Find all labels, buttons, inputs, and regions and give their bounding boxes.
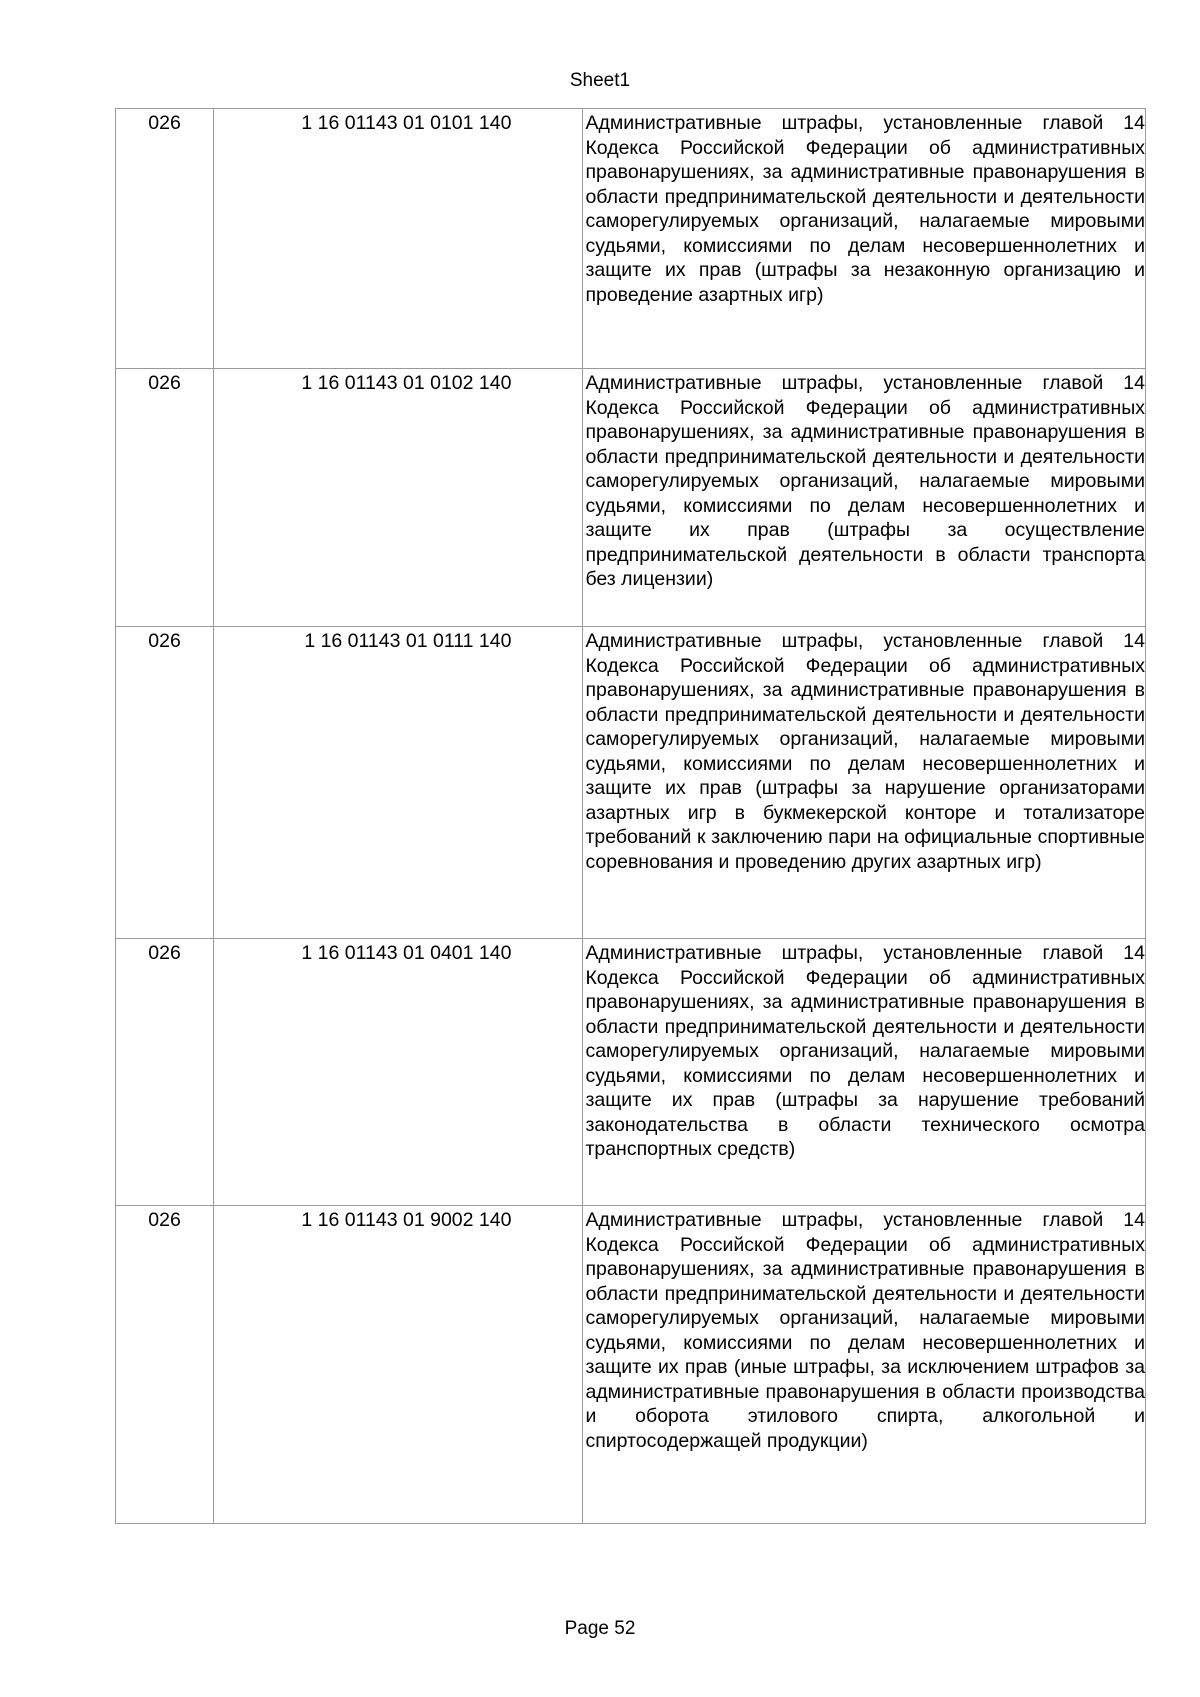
kbk-code-cell: 1 16 01143 01 0102 140	[214, 369, 583, 627]
description-cell: Административные штрафы, установленные главой 14 Кодекса Российской Федерации об административных правонарушениях, за административные правонарушения в области предпринимательской деятельности и деятельности саморегулируемых организаций, налагаемые мировыми судьями, комиссиями по делам несовершеннолетних и защите их прав (штрафы за осуществление предпринимательской деятельности в области транспорта без лицензии)	[583, 369, 1146, 627]
sheet-title: Sheet1	[569, 70, 631, 91]
description-cell: Административные штрафы, установленные главой 14 Кодекса Российской Федерации об административных правонарушениях, за административные правонарушения в области предпринимательской деятельности и деятельности саморегулируемых организаций, налагаемые мировыми судьями, комиссиями по делам несовершеннолетних и защите их прав (штрафы за нарушение организаторами азартных игр в букмекерской конторе и тотализаторе требований к заключению пари на официальные спортивные соревнования и проведению других азартных игр)	[583, 627, 1146, 939]
table-row	[116, 627, 1146, 939]
kbk-code-cell: 1 16 01143 01 0111 140	[214, 627, 583, 939]
table-row	[116, 369, 1146, 627]
admin-code-cell: 026	[116, 939, 214, 1206]
description-cell: Административные штрафы, установленные главой 14 Кодекса Российской Федерации об административных правонарушениях, за административные правонарушения в области предпринимательской деятельности и деятельности саморегулируемых организаций, налагаемые мировыми судьями, комиссиями по делам несовершеннолетних и защите их прав (штрафы за незаконную организацию и проведение азартных игр)	[583, 109, 1146, 369]
admin-code-cell: 026	[116, 369, 214, 627]
table-row	[116, 109, 1146, 369]
admin-code-cell: 026	[116, 1206, 214, 1524]
table-row	[116, 1206, 1146, 1524]
kbk-code-cell: 1 16 01143 01 9002 140	[214, 1206, 583, 1524]
description-cell: Административные штрафы, установленные главой 14 Кодекса Российской Федерации об административных правонарушениях, за административные правонарушения в области предпринимательской деятельности и деятельности саморегулируемых организаций, налагаемые мировыми судьями, комиссиями по делам несовершеннолетних и защите их прав (штрафы за нарушение требований законодательства в области технического осмотра транспортных средств)	[583, 939, 1146, 1206]
description-cell: Административные штрафы, установленные главой 14 Кодекса Российской Федерации об административных правонарушениях, за административные правонарушения в области предпринимательской деятельности и деятельности саморегулируемых организаций, налагаемые мировыми судьями, комиссиями по делам несовершеннолетних и защите их прав (иные штрафы, за исключением штрафов за административные правонарушения в области производства и оборота этилового спирта, алкогольной и спиртосодержащей продукции)	[583, 1206, 1146, 1524]
table-row	[116, 939, 1146, 1206]
kbk-code-cell: 1 16 01143 01 0401 140	[214, 939, 583, 1206]
page-number: Page 52	[564, 1618, 636, 1639]
admin-code-cell: 026	[116, 109, 214, 369]
kbk-code-cell: 1 16 01143 01 0101 140	[214, 109, 583, 369]
revenue-codes-table	[115, 108, 1146, 1524]
admin-code-cell: 026	[116, 627, 214, 939]
